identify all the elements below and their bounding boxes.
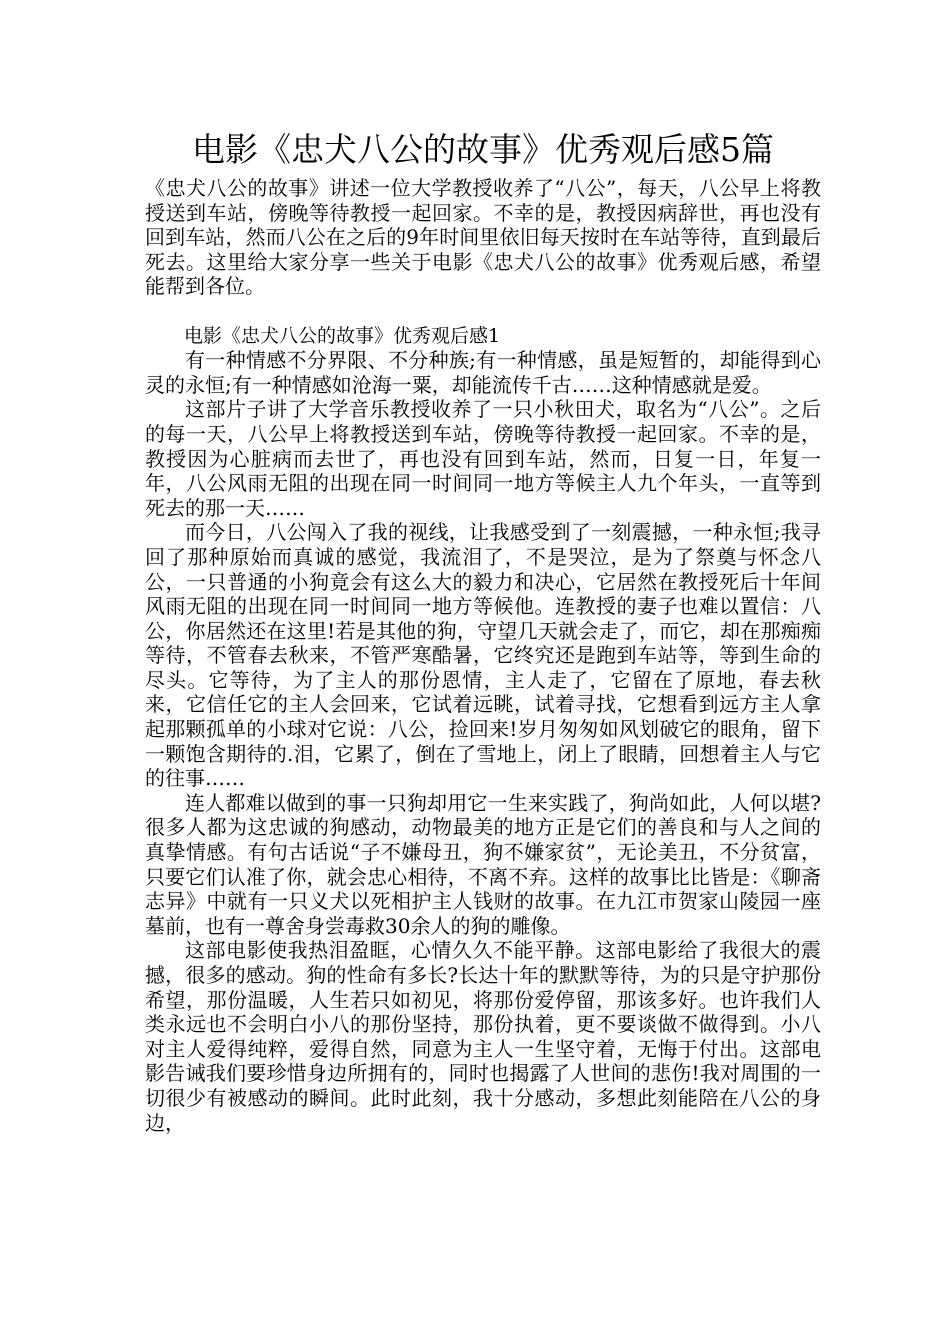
document-title: 电影《忠犬八公的故事》优秀观后感5篇 — [192, 130, 774, 169]
blank-line — [145, 299, 821, 324]
body-paragraph-2: 这部片子讲了大学音乐教授收养了一只小秋田犬，取名为“八公”。之后的每一天，八公早上将教授送到车站，傍晚等待教授一起回家。不幸的是，教授因为心脏病而去世了，再也没有回到车站，然而，日复一日，年复一年，八公风雨无阻的出现在同一时间同一地方等候主人九个年头，一直等到死去的那一天…… — [145, 397, 821, 520]
body-paragraph-4: 连人都难以做到的事一只狗却用它一生来实践了，狗尚如此，人何以堪?很多人都为这忠诚的狗感动，动物最美的地方正是它们的善良和与人之间的真挚情感。有句古话说“子不嫌母丑，狗不嫌家贫”，无论美丑，不分贫富，只要它们认准了你，就会忠心相待，不离不弃。这样的故事比比皆是：《聊斋志异》中就有一只义犬以死相护主人钱财的故事。在九江市贺家山陵园一座墓前，也有一尊舍身尝毒救30余人的狗的雕像。 — [145, 790, 821, 938]
body-paragraph-1: 有一种情感不分界限、不分种族;有一种情感，虽是短暂的，却能得到心灵的永恒;有一种情感如沧海一粟，却能流传千古……这种情感就是爱。 — [145, 348, 821, 397]
body-paragraph-5: 这部电影使我热泪盈眶，心情久久不能平静。这部电影给了我很大的震撼，很多的感动。狗的性命有多长?长达十年的默默等待，为的只是守护那份希望，那份温暖，人生若只如初见，将那份爱停留，那该多好。也许我们人类永远也不会明白小八的那份坚持，那份执着，更不要谈做不做得到。小八对主人爱得纯粹，爱得自然，同意为主人一生坚守着，无悔于付出。这部电影告诫我们要珍惜身边所拥有的，同时也揭露了人世间的悲伤!我对周围的一切很少有被感动的瞬间。此时此刻，我十分感动，多想此刻能陪在八公的身边， — [145, 938, 821, 1135]
section-heading: 电影《忠犬八公的故事》优秀观后感1 — [183, 324, 501, 347]
body-paragraph-3: 而今日，八公闯入了我的视线，让我感受到了一刻震撼，一种永恒;我寻回了那种原始而真诚的感觉，我流泪了，不是哭泣，是为了祭奠与怀念八公，一只普通的小狗竟会有这么大的毅力和决心，它居然在教授死后十年间风雨无阻的出现在同一时间同一地方等候他。连教授的妻子也难以置信：八公，你居然还在这里!若是其他的狗，守望几天就会走了，而它，却在那痴痴等待，不管春去秋来，不管严寒酷暑，它终究还是跑到车站等，等到生命的尽头。它等待，为了主人的那份恩情，主人走了，它留在了原地，春去秋来，它信任它的主人会回来，它试着远眺，试着寻找，它想看到远方主人拿起那颗孤单的小球对它说：八公，捡回来!岁月匆匆如风划破它的眼角，留下一颗饱含期待的.泪，它累了，倒在了雪地上，闭上了眼睛，回想着主人与它的往事…… — [145, 520, 821, 791]
document-page — [145, 126, 821, 1135]
intro-paragraph: 《忠犬八公的故事》讲述一位大学教授收养了“八公”，每天，八公早上将教授送到车站，傍晚等待教授一起回家。不幸的是，教授因病辞世，再也没有回到车站，然而八公在之后的9年时间里依旧每天按时在车站等待，直到最后死去。这里给大家分享一些关于电影《忠犬八公的故事》优秀观后感，希望能帮到各位。 — [145, 176, 821, 299]
